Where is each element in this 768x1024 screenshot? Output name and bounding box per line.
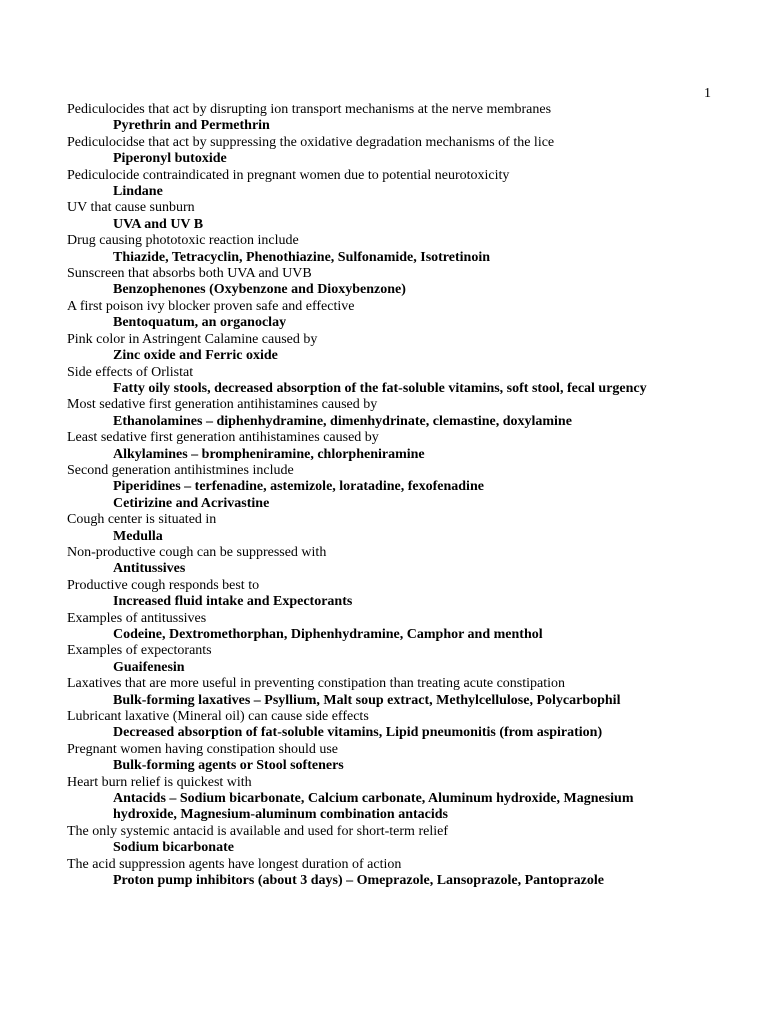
question-line: Pregnant women having constipation should use <box>67 741 339 757</box>
answer-line: Piperonyl butoxide <box>113 151 227 167</box>
question-line: Cough center is situated in <box>67 512 217 528</box>
page-number: 1 <box>704 86 711 101</box>
answer-line: Antitussives <box>113 561 186 577</box>
answer-line: Fatty oily stools, decreased absorption of the fat-soluble vitamins, soft stool, fecal urgency <box>113 380 647 396</box>
question-line: Pediculocides that act by disrupting ion transport mechanisms at the nerve membranes <box>67 102 552 117</box>
answer-line: Zinc oxide and Ferric oxide <box>113 348 278 364</box>
answer-line: Bentoquatum, an organoclay <box>113 315 287 331</box>
answer-line: Ethanolamines – diphenhydramine, dimenhydrinate, clemastine, doxylamine <box>113 413 572 429</box>
answer-line: Antacids – Sodium bicarbonate, Calcium carbonate, Aluminum hydroxide, Magnesium <box>113 791 634 807</box>
answer-line: Pyrethrin and Permethrin <box>113 118 270 134</box>
question-line: Sunscreen that absorbs both UVA and UVB <box>67 266 312 282</box>
answer-line: Thiazide, Tetracyclin, Phenothiazine, Sulfonamide, Isotretinoin <box>113 249 490 265</box>
question-line: UV that cause sunburn <box>67 200 195 216</box>
question-line: Pink color in Astringent Calamine caused by <box>67 331 318 347</box>
answer-line: Guaifenesin <box>113 659 185 675</box>
question-line: Pediculocidse that act by suppressing the oxidative degradation mechanisms of the lice <box>67 134 555 150</box>
answer-line: Sodium bicarbonate <box>113 840 234 856</box>
question-line: A first poison ivy blocker proven safe and effective <box>67 298 355 314</box>
question-line: Side effects of Orlistat <box>67 364 194 380</box>
question-line: The acid suppression agents have longest duration of action <box>67 856 402 872</box>
question-line: Examples of antitussives <box>67 610 207 626</box>
question-line: Heart burn relief is quickest with <box>67 774 252 790</box>
question-line: Drug causing phototoxic reaction include <box>67 233 299 249</box>
answer-line: Increased fluid intake and Expectorants <box>113 594 353 610</box>
answer-line: Decreased absorption of fat-soluble vitamins, Lipid pneumonitis (from aspiration) <box>113 725 603 741</box>
answer-line: hydroxide, Magnesium-aluminum combination antacids <box>113 807 449 823</box>
answer-line: Bulk-forming laxatives – Psyllium, Malt soup extract, Methylcellulose, Polycarbophil <box>113 692 621 708</box>
question-line: Laxatives that are more useful in preventing constipation than treating acute constipation <box>67 676 566 692</box>
answer-line: Cetirizine and Acrivastine <box>113 495 270 511</box>
answer-line: Bulk-forming agents or Stool softeners <box>113 758 344 774</box>
answer-line: Codeine, Dextromethorphan, Diphenhydramine, Camphor and menthol <box>113 627 543 642</box>
question-line: Lubricant laxative (Mineral oil) can cause side effects <box>67 709 369 725</box>
answer-line: Medulla <box>113 528 163 544</box>
answer-line: Lindane <box>113 184 163 200</box>
answer-line: UVA and UV B <box>113 216 204 232</box>
question-line: The only systemic antacid is available and used for short-term relief <box>67 823 448 839</box>
question-line: Pediculocide contraindicated in pregnant women due to potential neurotoxicity <box>67 167 510 183</box>
question-line: Least sedative first generation antihistamines caused by <box>67 430 379 446</box>
question-line: Examples of expectorants <box>67 643 212 659</box>
question-line: Most sedative first generation antihistamines caused by <box>67 397 378 413</box>
answer-line: Benzophenones (Oxybenzone and Dioxybenzone) <box>113 282 406 298</box>
question-line: Second generation antihistmines include <box>67 462 294 478</box>
document-body <box>67 102 727 890</box>
answer-line: Piperidines – terfenadine, astemizole, loratadine, fexofenadine <box>113 479 484 495</box>
answer-line: Proton pump inhibitors (about 3 days) – Omeprazole, Lansoprazole, Pantoprazole <box>113 873 604 889</box>
answer-line: Alkylamines – brompheniramine, chlorpheniramine <box>113 446 425 462</box>
question-line: Productive cough responds best to <box>67 577 260 593</box>
question-line: Non-productive cough can be suppressed with <box>67 544 327 560</box>
